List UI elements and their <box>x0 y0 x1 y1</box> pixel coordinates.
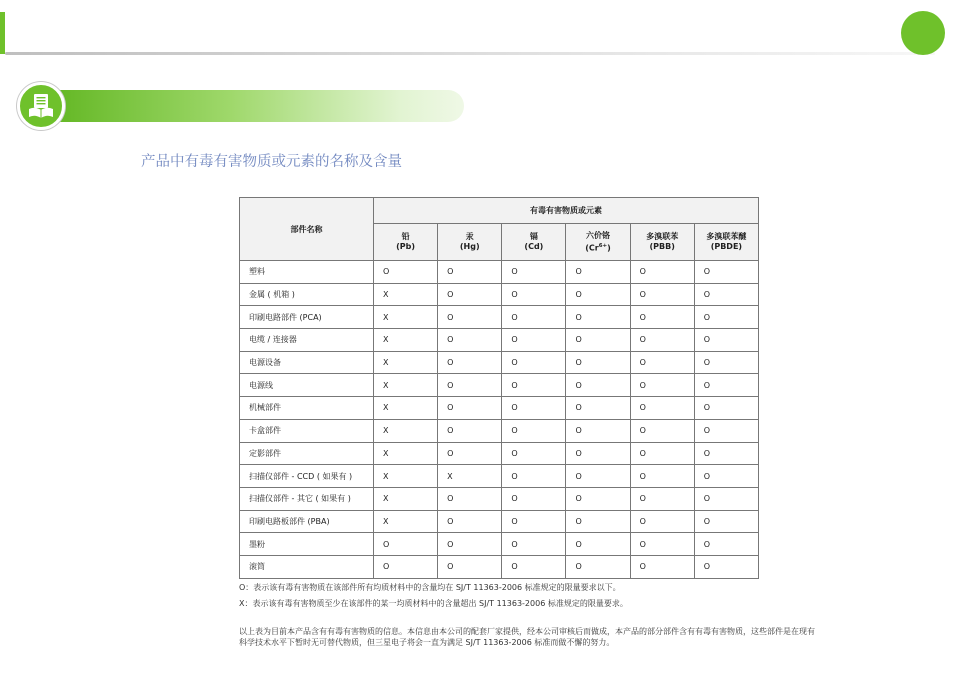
value-cell: X <box>374 510 438 533</box>
substance-header-pbde: 多溴联苯醚 (PBDE) <box>694 224 758 261</box>
value-cell: O <box>374 533 438 556</box>
value-cell: O <box>566 487 630 510</box>
legend-x-note: X：表示该有毒有害物质至少在该部件的某一均质材料中的含量超出 SJ/T 11363-2006 标准规定的限量要求。 <box>239 599 628 608</box>
value-cell: O <box>694 555 758 578</box>
disclaimer-paragraph: 以上表为目前本产品含有有毒有害物质的信息。本信息由本公司的配套厂家提供，经本公司审核后而做成，本产品的部分部件含有有毒有害物质，这些部件是在现有科学技术水平下暂时无可替代物质，但三星电子将会一直为满足 SJ/T 11363-2006 标准而做不懈的努力。 <box>239 627 815 647</box>
table-row <box>240 510 759 533</box>
value-cell: O <box>630 419 694 442</box>
table-row <box>240 397 759 420</box>
value-cell: O <box>566 306 630 329</box>
value-cell: O <box>438 419 502 442</box>
value-cell: O <box>630 351 694 374</box>
value-cell: O <box>502 465 566 488</box>
value-cell: X <box>374 487 438 510</box>
value-cell: O <box>502 555 566 578</box>
value-cell: O <box>694 351 758 374</box>
substance-header-cr6: 六价铬 $(Cr^{6+})$ <box>566 224 630 261</box>
substance-header-pb: 铅 (Pb) <box>374 224 438 261</box>
value-cell: O <box>694 533 758 556</box>
table-row <box>240 487 759 510</box>
table-row <box>240 374 759 397</box>
part-name-cell: 定影部件 <box>240 442 374 465</box>
value-cell: O <box>630 329 694 352</box>
value-cell: O <box>438 487 502 510</box>
value-cell: O <box>502 329 566 352</box>
value-cell: O <box>630 374 694 397</box>
table-row <box>240 351 759 374</box>
value-cell: O <box>630 283 694 306</box>
value-cell: O <box>502 419 566 442</box>
part-name-cell: 扫描仪部件 - CCD ( 如果有 ) <box>240 465 374 488</box>
value-cell: O <box>694 442 758 465</box>
header-divider <box>5 52 935 55</box>
value-cell: O <box>566 283 630 306</box>
hazardous-substances-table <box>239 197 759 579</box>
table-row <box>240 465 759 488</box>
value-cell: O <box>438 397 502 420</box>
value-cell: O <box>694 374 758 397</box>
part-name-header: 部件名称 <box>240 198 374 261</box>
value-cell: O <box>694 465 758 488</box>
value-cell: O <box>630 442 694 465</box>
part-name-cell: 卡盒部件 <box>240 419 374 442</box>
value-cell: O <box>630 510 694 533</box>
value-cell: O <box>438 306 502 329</box>
value-cell: O <box>566 419 630 442</box>
value-cell: O <box>694 329 758 352</box>
value-cell: X <box>374 442 438 465</box>
value-cell: O <box>502 533 566 556</box>
value-cell: O <box>502 306 566 329</box>
left-accent-bar <box>0 12 5 54</box>
value-cell: O <box>374 555 438 578</box>
value-cell: O <box>438 555 502 578</box>
table-body <box>240 261 759 579</box>
value-cell: O <box>502 374 566 397</box>
value-cell: O <box>502 487 566 510</box>
value-cell: O <box>694 487 758 510</box>
page-title: 产品中有毒有害物质或元素的名称及含量 <box>141 154 402 170</box>
value-cell: O <box>438 329 502 352</box>
table-row <box>240 306 759 329</box>
value-cell: O <box>630 465 694 488</box>
value-cell: X <box>374 374 438 397</box>
value-cell: O <box>438 510 502 533</box>
table-row <box>240 329 759 352</box>
table-row <box>240 533 759 556</box>
value-cell: O <box>566 555 630 578</box>
value-cell: O <box>630 533 694 556</box>
value-cell: O <box>566 261 630 284</box>
value-cell: O <box>694 283 758 306</box>
value-cell: X <box>374 397 438 420</box>
page-indicator-dot <box>901 11 945 55</box>
part-name-cell: 电缆 / 连接器 <box>240 329 374 352</box>
value-cell: O <box>502 510 566 533</box>
value-cell: X <box>374 306 438 329</box>
value-cell: O <box>566 442 630 465</box>
value-cell: O <box>502 442 566 465</box>
table-row <box>240 261 759 284</box>
value-cell: O <box>566 397 630 420</box>
value-cell: O <box>502 283 566 306</box>
part-name-cell: 印刷电路板部件 (PBA) <box>240 510 374 533</box>
value-cell: O <box>438 533 502 556</box>
part-name-cell: 墨粉 <box>240 533 374 556</box>
substance-header-pbb: 多溴联苯 (PBB) <box>630 224 694 261</box>
value-cell: O <box>694 306 758 329</box>
part-name-cell: 金属 ( 机箱 ) <box>240 283 374 306</box>
value-cell: X <box>438 465 502 488</box>
legend-o-note: O：表示该有毒有害物质在该部件所有均质材料中的含量均在 SJ/T 11363-2006 标准规定的限量要求以下。 <box>239 583 621 592</box>
value-cell: O <box>566 374 630 397</box>
value-cell: O <box>438 261 502 284</box>
value-cell: O <box>566 351 630 374</box>
part-name-cell: 电源线 <box>240 374 374 397</box>
part-name-cell: 塑料 <box>240 261 374 284</box>
value-cell: O <box>438 351 502 374</box>
value-cell: O <box>438 374 502 397</box>
value-cell: O <box>694 419 758 442</box>
value-cell: O <box>566 510 630 533</box>
part-name-cell: 机械部件 <box>240 397 374 420</box>
value-cell: O <box>566 329 630 352</box>
table-row <box>240 419 759 442</box>
substance-header-cd: 镉 (Cd) <box>502 224 566 261</box>
substance-group-header: 有毒有害物质或元素 <box>374 198 759 224</box>
table-row <box>240 555 759 578</box>
value-cell: X <box>374 351 438 374</box>
value-cell: X <box>374 283 438 306</box>
value-cell: O <box>694 261 758 284</box>
value-cell: O <box>630 261 694 284</box>
part-name-cell: 印刷电路部件 (PCA) <box>240 306 374 329</box>
part-name-cell: 电源设备 <box>240 351 374 374</box>
value-cell: O <box>630 555 694 578</box>
value-cell: X <box>374 419 438 442</box>
section-header-bar <box>40 90 464 122</box>
part-name-cell: 扫描仪部件 - 其它 ( 如果有 ) <box>240 487 374 510</box>
value-cell: X <box>374 329 438 352</box>
value-cell: O <box>630 487 694 510</box>
value-cell: O <box>630 306 694 329</box>
table-row <box>240 283 759 306</box>
value-cell: O <box>566 533 630 556</box>
value-cell: O <box>630 397 694 420</box>
value-cell: O <box>438 442 502 465</box>
value-cell: O <box>502 261 566 284</box>
document-book-icon <box>17 82 65 130</box>
value-cell: O <box>566 465 630 488</box>
value-cell: O <box>694 510 758 533</box>
value-cell: O <box>438 283 502 306</box>
value-cell: O <box>502 397 566 420</box>
table-row <box>240 442 759 465</box>
value-cell: O <box>502 351 566 374</box>
value-cell: O <box>374 261 438 284</box>
value-cell: O <box>694 397 758 420</box>
substance-header-hg: 汞 (Hg) <box>438 224 502 261</box>
value-cell: X <box>374 465 438 488</box>
part-name-cell: 滚筒 <box>240 555 374 578</box>
